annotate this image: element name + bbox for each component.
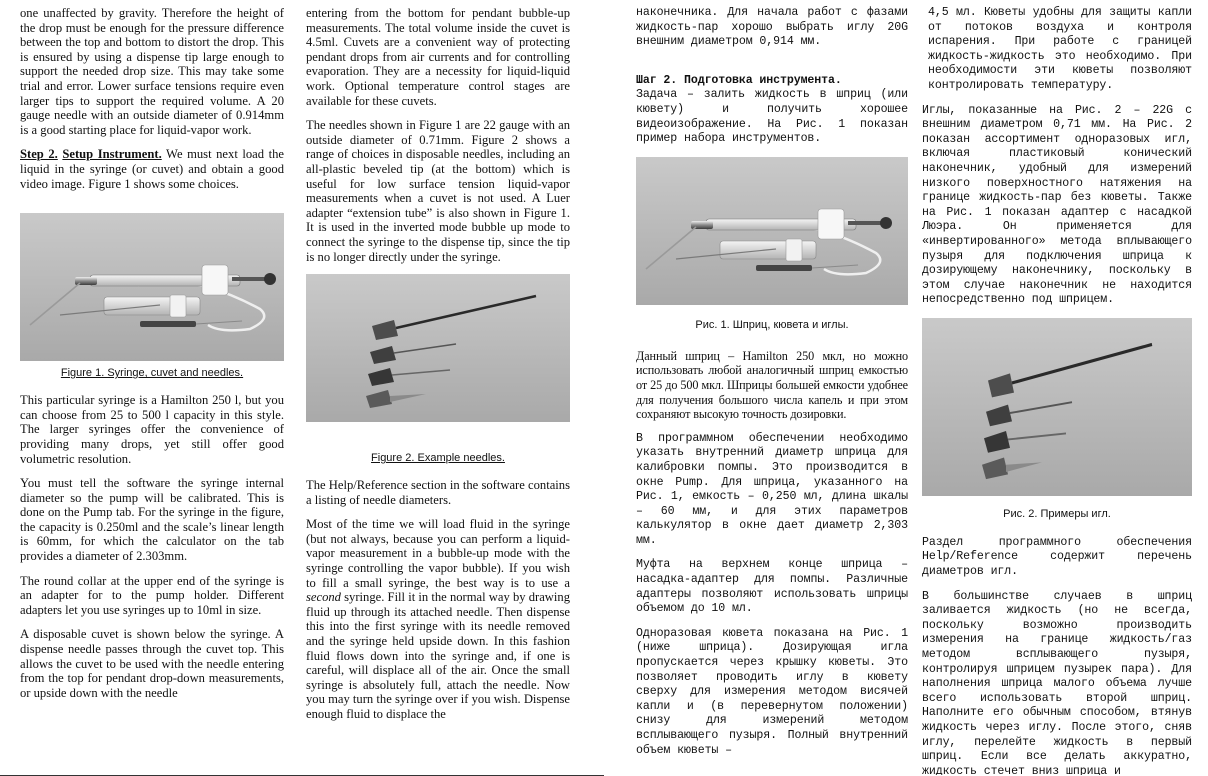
paragraph: Иглы, показанные на Рис. 2 – 22G с внешним диаметром 0,71 мм. На Рис. 2 показан ассортимент одноразовых игл, включая пластиковый конический наконечник, удобный для измерений низкого поверхностного натяжения на границе жидкость-пар без кюветы. Также на Рис. 1 показан адаптер с насадкой Люэра. Он применяется для «инвертированного» метода вплывающего пузыря для подключения шприца к дозирующему наконечнику, поскольку в этом случае наконечник не находится непосредственно под шприцем. — [922, 103, 1192, 307]
step-label: Step 2. — [20, 147, 58, 162]
figure-1 — [20, 213, 284, 361]
english-column-1 — [20, 0, 284, 710]
syringe-cuvet-needles-photo — [20, 213, 284, 361]
paragraph: Most of the time we will load fluid in the syringe (but not always, because you can perform a liquid-vapor measurement in a bubble-up mode with the syringe controlling the vapor bubble). If you wish to fill a small syringe, the best way is to use a second syringe. Fill it in the normal way by drawing fluid up through its attached needle. Then dispense this into the first syringe with its needle removed and the syringe held upside down. In this fashion fluid flows down into the syringe and, if one is careful, will displace all of the air. Once the small syringe is absolutely full, attach the needle. Now you may turn the syringe over if you wish. Dispense enough fluid to displace the — [306, 517, 570, 721]
paragraph: Муфта на верхнем конце шприца – насадка-адаптер для помпы. Различные адаптеры позволяют использовать шприцы объемом до 10 мл. — [636, 558, 908, 616]
paragraph: Раздел программного обеспечения Help/Reference содержит перечень диаметров игл. — [922, 535, 1192, 579]
paragraph: 4,5 мл. Кюветы удобны для защиты капли от потоков воздуха и контроля испарения. При работе с границей жидкость-жидкость это необходимо. При необходимости эти кюветы позволяют контролировать температуру. — [928, 6, 1192, 92]
paragraph: The round collar at the upper end of the syringe is an adapter for to the pump holder. Different adapters let you use syringes up to 10ml in size. — [20, 573, 284, 617]
paragraph: The needles shown in Figure 1 are 22 gauge with an outside diameter of 0.71mm. Figure 2 shows a range of choices in disposable needles, including an all-plastic beveled tip (at the bottom) which is useful for low surface tension liquid-vapor measurements when a cuvet is not used. A Luer adapter “extension tube” is also shown in Figure 1. It is used in the inverted mode bubble up mode to connect the syringe to the dispense tip, since the tip is no longer directly under the syringe. — [306, 118, 570, 264]
paragraph: В большинстве случаев в шприц заливается жидкость (но не всегда, поскольку возможно производить измерения на границе жидкость/газ методом всплывающего пузыря, контролируя шприцем пузырек пара). Для наполнения шприца малого объема лучше всего использовать второй шприц. Наполните его обычным способом, втянув жидкость через иглу. После этого, сняв иглу, перелейте жидкость в первый шприц. Если все делать аккуратно, жидкость стечет вниз шприца и — [922, 589, 1192, 775]
figure-1-caption: Рис. 1. Шприц, кювета и иглы. — [695, 318, 849, 331]
figure-2-caption: Figure 2. Example needles. — [371, 452, 505, 465]
paragraph: You must tell the software the syringe internal diameter so the pump will be calibrated. This is done on the Pump tab. For the syringe in the figure, the capacity is 0.250ml and the scale’s linear length is 60mm, for which the calculator on the tab provides a diameter of 2.303mm. — [20, 476, 284, 564]
step-2-text: Задача – залить жидкость в шприц (или кювету) и получить хорошее видеоизображение. На Рис. 1 показан пример набора инструментов. — [636, 88, 908, 146]
paragraph: В программном обеспечении необходимо указать внутренний диаметр шприца для калибровки помпы. Это производится в окне Pump. Для шприца, указанного на Рис. 1, емкость – 0,250 мл, длина шкалы – 60 мм, и для этих параметров калькулятор в окне дает диаметр 2,303 мм. — [636, 431, 908, 547]
paragraph: A disposable cuvet is shown below the syringe. A dispense needle passes through the cuvet top. This allows the cuvet to be used with the needle entering from the top for pendant drop-down measurements, or upside down with the needle — [20, 627, 284, 700]
step-2-title: Шаг 2. Подготовка инструмента. — [636, 73, 842, 87]
figure-1 — [636, 157, 908, 305]
paragraph: This particular syringe is a Hamilton 250 l, but you can choose from 25 to 500 l capacity in this style. The larger syringes offer the convenience of providing many drops, yet still offer good volumetric resolution. — [20, 393, 284, 466]
paragraph: Одноразовая кювета показана на Рис. 1 (ниже шприца). Дозирующая игла пропускается через крышку кюветы. Это позволяет проводить иглу в кювету сверху для измерения методом висячей капли и (в перевернутом положении) снизу для измерений методом всплывающего пузыря. Полный внутренний объем кюветы – — [636, 626, 908, 757]
figure-2 — [306, 274, 570, 422]
figure-2-caption: Рис. 2. Примеры игл. — [1003, 507, 1111, 520]
paragraph: one unaffected by gravity. Therefore the height of the drop must be enough for the pressure difference between the top and bottom to distort the drop. This is ensured by using a dispense tip large enough to support the needed drop size. This may take some trial and error. Lower surface tensions require even larger tips to support the required volume. A 20 gauge needle with an outside diameter of 0.914mm is a good starting place for liquid-vapor work. — [20, 6, 284, 137]
russian-column-2 — [922, 0, 1192, 775]
russian-column-1 — [636, 0, 908, 768]
example-needles-photo — [922, 318, 1192, 496]
example-needles-photo — [306, 274, 570, 422]
emphasis: second — [306, 590, 341, 605]
english-column-2 — [306, 0, 570, 732]
figure-1-caption: Figure 1. Syringe, cuvet and needles. — [60, 367, 244, 380]
russian-page — [616, 0, 1208, 775]
step-2-paragraph — [20, 147, 284, 191]
syringe-cuvet-needles-photo — [636, 157, 908, 305]
step-title: Setup Instrument. — [62, 147, 162, 162]
paragraph: The Help/Reference section in the software contains a listing of needle diameters. — [306, 478, 570, 507]
paragraph: наконечника. Для начала работ с фазами жидкость-пар хорошо выбрать иглу 20G внешним диаметром 0,914 мм. — [636, 6, 908, 49]
figure-2 — [922, 318, 1192, 496]
step-text: We must next load the liquid in the syringe (or cuvet) and obtain a good video image. Figure 1 shows some choices. — [20, 147, 284, 191]
paragraph: Данный шприц – Hamilton 250 мкл, но можно использовать любой аналогичный шприц емкостью от 25 до 500 мкл. Шприцы большей емкости удобнее для получения большого числа капель и при этом сохраняют высокую точность дозировки. — [636, 348, 908, 422]
paragraph: entering from the bottom for pendant bubble-up measurements. The total volume inside the cuvet is 4.5ml. Cuvets are a convenient way of protecting pendant drops from air currents and for controlling evaporation. They are a necessity for liquid-liquid work. Optional temperature control stages are available for these cuvets. — [306, 6, 570, 108]
